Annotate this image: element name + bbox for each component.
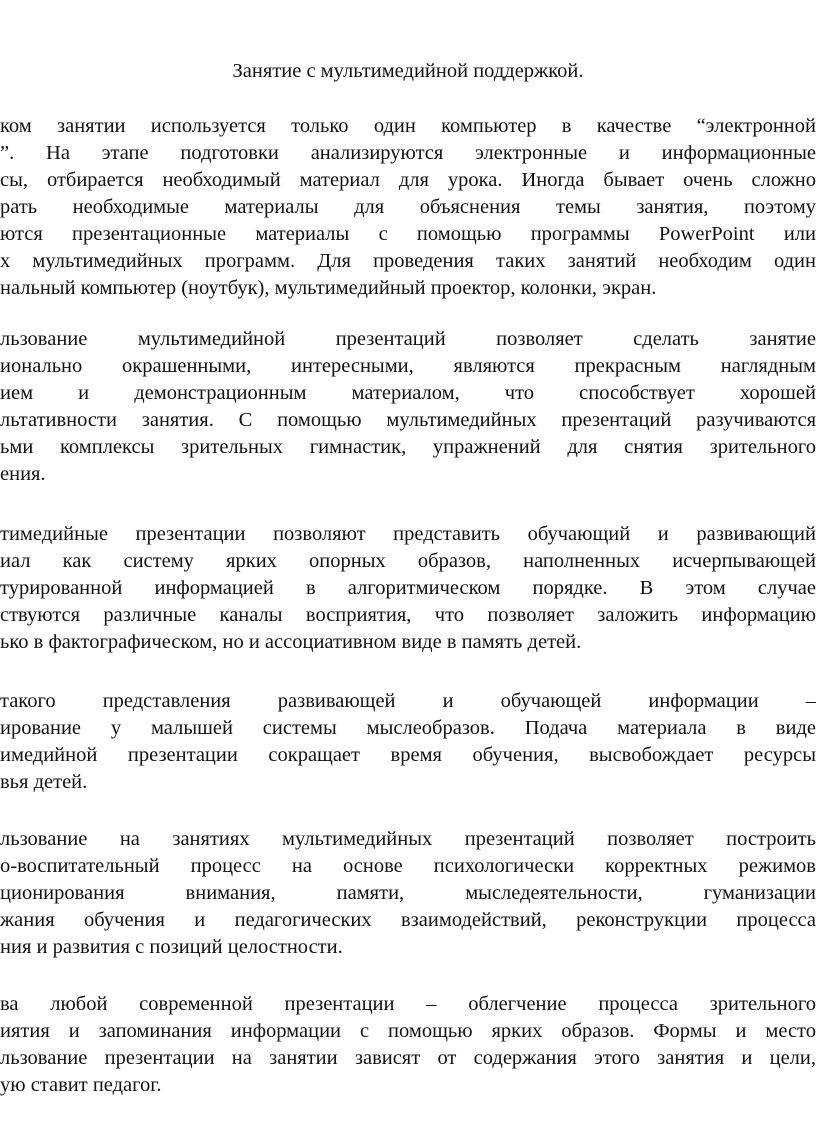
text-line: нальный компьютер (ноутбук), мультимедийный проектор, колонки, экран. bbox=[0, 277, 657, 299]
text-line: ются презентационные материалы с помощью программы PowerPoint или bbox=[0, 223, 816, 245]
text-line: иятия и запоминания информации с помощью ярких образов. Формы и место bbox=[0, 1020, 816, 1042]
text-line: иал как систему ярких опорных образов, наполненных исчерпывающей bbox=[0, 550, 816, 572]
text-line: рать необходимые материалы для объяснения темы занятия, поэтому bbox=[0, 196, 816, 218]
text-line: тимедийные презентации позволяют представить обучающий и развивающий bbox=[0, 523, 816, 545]
text-line: ьми комплексы зрительных гимнастик, упражнений для снятия зрительного bbox=[0, 436, 816, 458]
text-line: ”. На этапе подготовки анализируются электронные и информационные bbox=[0, 142, 816, 164]
text-line: ствуются различные каналы восприятия, что позволяет заложить информацию bbox=[0, 604, 816, 626]
text-line: ионально окрашенными, интересными, являются прекрасным наглядным bbox=[0, 355, 816, 377]
text-line: ирование у малышей системы мыслеобразов. Подача материала в виде bbox=[0, 717, 816, 739]
text-line: льзование презентации на занятии зависят от содержания этого занятия и цели, bbox=[0, 1047, 816, 1069]
text-line: вья детей. bbox=[0, 771, 88, 793]
text-line: жания обучения и педагогических взаимодействий, реконструкции процесса bbox=[0, 909, 816, 931]
text-line: ния и развития с позиций целостности. bbox=[0, 936, 343, 958]
text-line: ием и демонстрационным материалом, что способствует хорошей bbox=[0, 382, 816, 404]
text-line: х мультимедийных программ. Для проведения таких занятий необходим один bbox=[0, 250, 816, 272]
text-line: льтативности занятия. С помощью мультимедийных презентаций разучиваются bbox=[0, 409, 816, 431]
text-line: ком занятии используется только один компьютер в качестве “электронной bbox=[0, 115, 816, 137]
page-title: Занятие с мультимедийной поддержкой. bbox=[232, 60, 584, 82]
text-line: турированной информацией в алгоритмическом порядке. В этом случае bbox=[0, 577, 816, 599]
text-line: ва любой современной презентации – облегчение процесса зрительного bbox=[0, 993, 816, 1015]
text-line: ько в фактографическом, но и ассоциативном виде в память детей. bbox=[0, 631, 582, 653]
text-line: льзование мультимедийной презентаций позволяет сделать занятие bbox=[0, 328, 816, 350]
text-line: имедийной презентации сокращает время обучения, высвобождает ресурсы bbox=[0, 744, 816, 766]
text-line: ую ставит педагог. bbox=[0, 1074, 162, 1096]
text-line: о-воспитательный процесс на основе психологически корректных режимов bbox=[0, 855, 816, 877]
text-line: такого представления развивающей и обучающей информации – bbox=[0, 690, 816, 712]
text-line: сы, отбирается необходимый материал для урока. Иногда бывает очень сложно bbox=[0, 169, 816, 191]
text-line: льзование на занятиях мультимедийных презентаций позволяет построить bbox=[0, 828, 816, 850]
text-line: ения. bbox=[0, 463, 46, 485]
text-line: ционирования внимания, памяти, мыследеятельности, гуманизации bbox=[0, 882, 816, 904]
